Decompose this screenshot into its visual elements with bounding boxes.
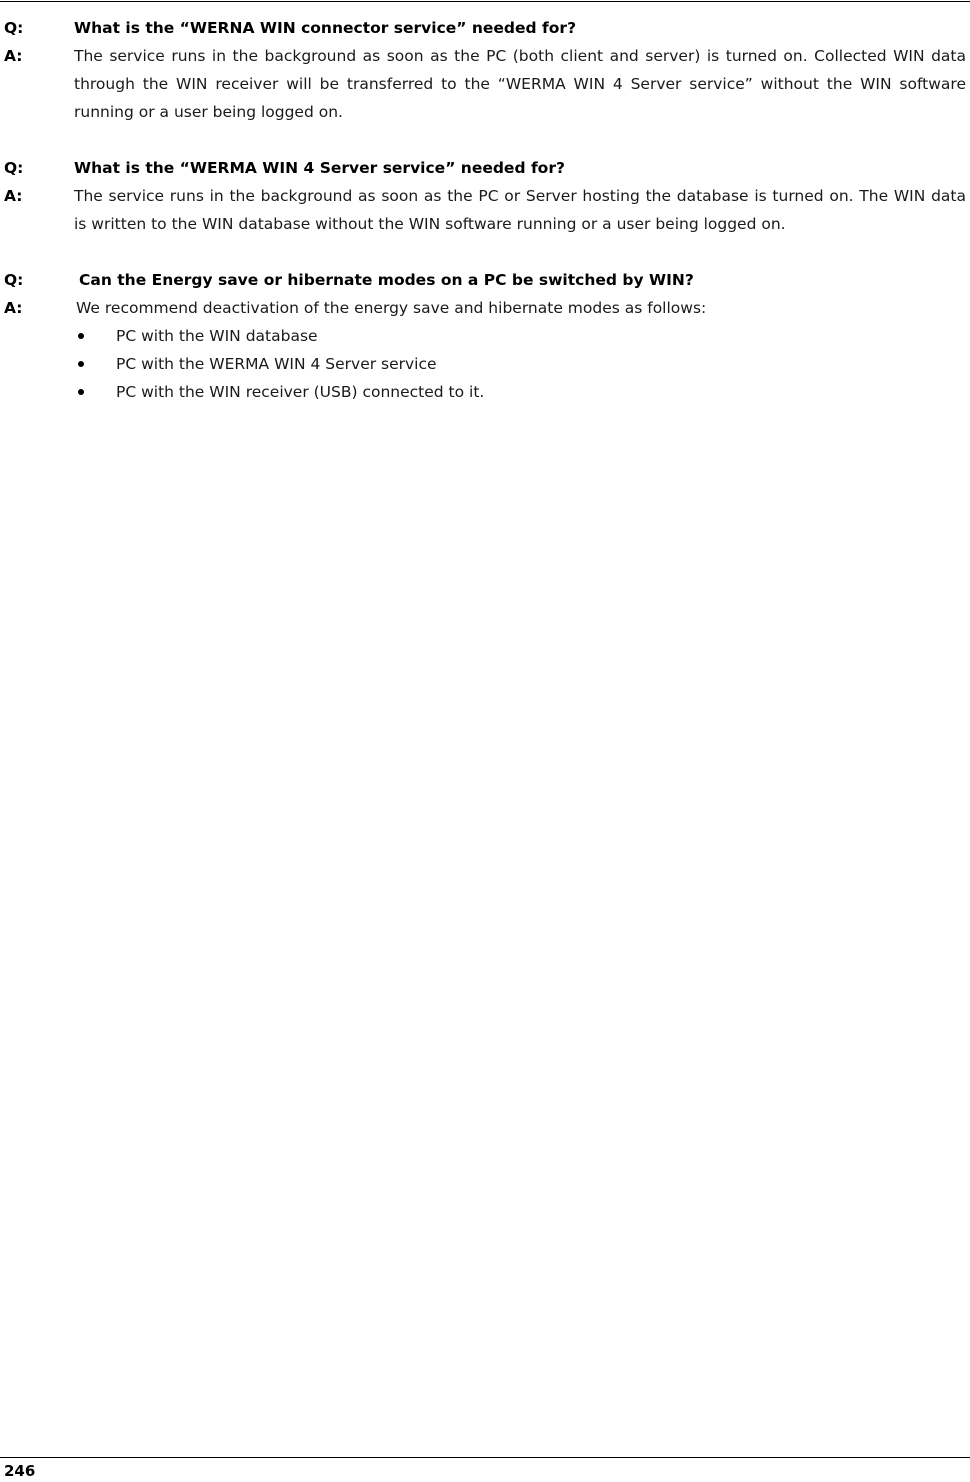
answer-text: We recommend deactivation of the energy save and hibernate modes as follows: [76, 299, 707, 317]
bullet-text: PC with the WERMA WIN 4 Server service [116, 355, 437, 373]
bottom-rule [0, 1457, 970, 1458]
answer-text: The service runs in the background as soon as the PC or Server hosting the database is turned on. The WIN data is written to the WIN database without the WIN software running or a user being logged on. [74, 187, 966, 233]
answer-text: The service runs in the background as soon as the PC (both client and server) is turned on. Collected WIN data through the WIN receiver will be transferred to the “WERMA WIN 4 Server service” without the WIN software running or a user being logged on. [74, 47, 966, 121]
answer-row [0, 182, 970, 238]
bullet-text: PC with the WIN receiver (USB) connected to it. [116, 383, 485, 401]
top-rule [0, 1, 970, 2]
answer-label: A: [4, 47, 23, 65]
bullet-dot-icon [78, 333, 84, 339]
answer-label: A: [4, 187, 23, 205]
question-row [0, 154, 970, 182]
bullet-item [74, 350, 970, 378]
question-label: Q: [4, 271, 24, 289]
bullet-dot-icon [78, 361, 84, 367]
bullet-text: PC with the WIN database [116, 327, 318, 345]
question-row [0, 14, 970, 42]
question-label: Q: [4, 19, 24, 37]
bullet-item [74, 378, 970, 406]
faq-item-server-service [0, 154, 970, 238]
bullet-list [0, 322, 970, 406]
faq-item-energy-save [0, 266, 970, 406]
question-text: What is the “WERMA WIN 4 Server service” needed for? [74, 159, 565, 177]
answer-row [0, 42, 970, 126]
question-text: What is the “WERNA WIN connector service” needed for? [74, 19, 577, 37]
faq-list [0, 14, 970, 434]
answer-row [0, 294, 970, 322]
bullet-item [74, 322, 970, 350]
answer-label: A: [4, 299, 23, 317]
page-number: 246 [4, 1462, 36, 1480]
question-row [0, 266, 970, 294]
question-label: Q: [4, 159, 24, 177]
faq-item-connector-service [0, 14, 970, 126]
bullet-dot-icon [78, 389, 84, 395]
question-text: Can the Energy save or hibernate modes on a PC be switched by WIN? [79, 271, 694, 289]
